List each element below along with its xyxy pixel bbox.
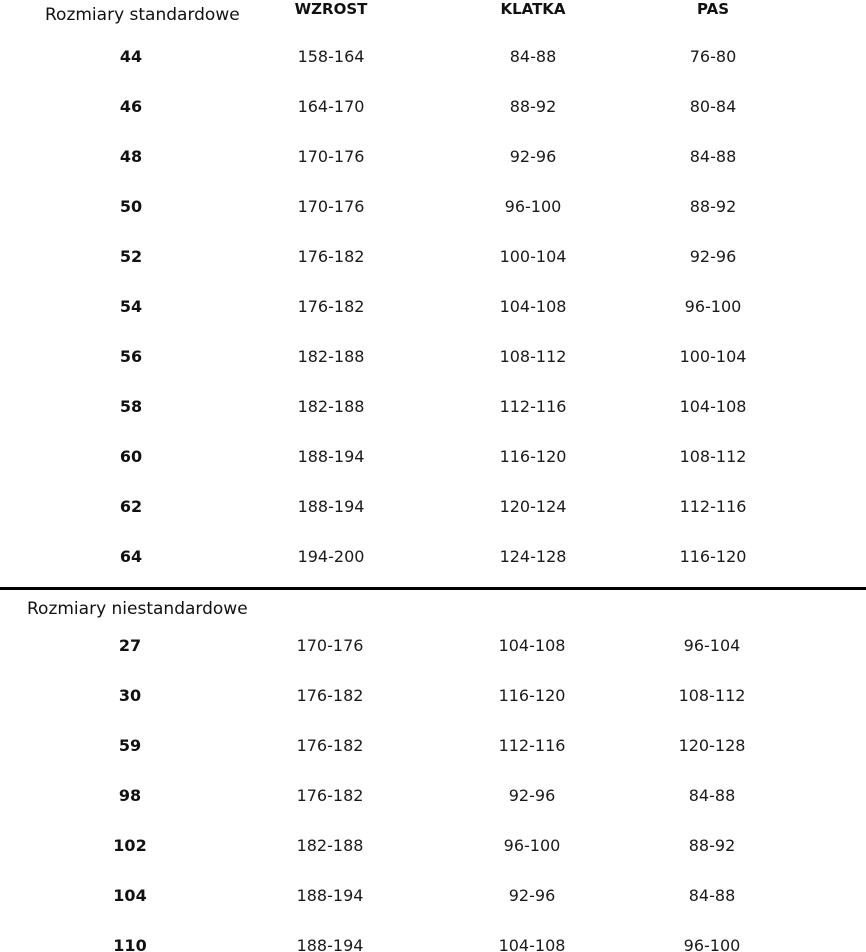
table-row — [0, 934, 866, 952]
size-cell: 110 — [113, 936, 147, 952]
height-cell: 188-194 — [297, 447, 365, 466]
size-cell: 52 — [119, 247, 143, 266]
waist-cell: 112-116 — [679, 497, 747, 516]
height-cell: 182-188 — [296, 836, 364, 855]
size-cell: 104 — [113, 886, 147, 905]
waist-cell: 96-100 — [683, 936, 741, 952]
column-header-chest: KLATKA — [500, 0, 566, 18]
table-row — [0, 345, 866, 369]
chest-cell: 104-108 — [498, 636, 566, 655]
size-cell: 98 — [118, 786, 142, 805]
height-cell: 176-182 — [297, 297, 365, 316]
table-row — [0, 395, 866, 419]
size-cell: 48 — [119, 147, 143, 166]
size-cell: 102 — [113, 836, 147, 855]
height-cell: 182-188 — [297, 347, 365, 366]
table-row — [0, 95, 866, 119]
waist-cell: 84-88 — [688, 886, 736, 905]
table-row — [0, 734, 866, 758]
table-row — [0, 245, 866, 269]
standard-sizes-title: Rozmiary standardowe — [45, 5, 240, 25]
table-row — [0, 684, 866, 708]
waist-cell: 96-104 — [683, 636, 741, 655]
waist-cell: 96-100 — [684, 297, 742, 316]
size-cell: 60 — [119, 447, 143, 466]
nonstandard-sizes-title: Rozmiary niestandardowe — [27, 599, 248, 619]
chest-cell: 116-120 — [499, 447, 567, 466]
waist-cell: 84-88 — [689, 147, 737, 166]
table-row — [0, 545, 866, 569]
chest-cell: 112-116 — [498, 736, 566, 755]
size-cell: 64 — [119, 547, 143, 566]
table-row — [0, 295, 866, 319]
waist-cell: 88-92 — [689, 197, 737, 216]
table-row — [0, 834, 866, 858]
height-cell: 170-176 — [297, 147, 365, 166]
height-cell: 170-176 — [296, 636, 364, 655]
waist-cell: 104-108 — [679, 397, 747, 416]
chest-cell: 96-100 — [503, 836, 561, 855]
size-cell: 44 — [119, 47, 143, 66]
chest-cell: 92-96 — [508, 886, 556, 905]
chest-cell: 108-112 — [499, 347, 567, 366]
table-row — [0, 145, 866, 169]
table-row — [0, 784, 866, 808]
waist-cell: 116-120 — [679, 547, 747, 566]
waist-cell: 120-128 — [678, 736, 746, 755]
size-cell: 46 — [119, 97, 143, 116]
chest-cell: 120-124 — [499, 497, 567, 516]
chest-cell: 112-116 — [499, 397, 567, 416]
chest-cell: 124-128 — [499, 547, 567, 566]
size-cell: 58 — [119, 397, 143, 416]
size-cell: 54 — [119, 297, 143, 316]
waist-cell: 108-112 — [679, 447, 747, 466]
height-cell: 176-182 — [297, 247, 365, 266]
table-row — [0, 195, 866, 219]
height-cell: 182-188 — [297, 397, 365, 416]
chest-cell: 92-96 — [508, 786, 556, 805]
table-row — [0, 495, 866, 519]
height-cell: 188-194 — [296, 936, 364, 952]
chest-cell: 92-96 — [509, 147, 557, 166]
table-row — [0, 45, 866, 69]
size-cell: 27 — [118, 636, 142, 655]
height-cell: 176-182 — [296, 736, 364, 755]
chest-cell: 84-88 — [509, 47, 557, 66]
height-cell: 194-200 — [297, 547, 365, 566]
waist-cell: 84-88 — [688, 786, 736, 805]
chest-cell: 116-120 — [498, 686, 566, 705]
size-cell: 30 — [118, 686, 142, 705]
waist-cell: 76-80 — [689, 47, 737, 66]
table-row — [0, 634, 866, 658]
height-cell: 188-194 — [296, 886, 364, 905]
section-divider — [0, 587, 866, 590]
height-cell: 164-170 — [297, 97, 365, 116]
waist-cell: 92-96 — [689, 247, 737, 266]
height-cell: 188-194 — [297, 497, 365, 516]
size-cell: 59 — [118, 736, 142, 755]
size-cell: 50 — [119, 197, 143, 216]
column-header-waist: PAS — [696, 0, 730, 18]
size-cell: 62 — [119, 497, 143, 516]
height-cell: 170-176 — [297, 197, 365, 216]
chest-cell: 96-100 — [504, 197, 562, 216]
height-cell: 176-182 — [296, 686, 364, 705]
chest-cell: 100-104 — [499, 247, 567, 266]
table-row — [0, 884, 866, 908]
height-cell: 176-182 — [296, 786, 364, 805]
chest-cell: 88-92 — [509, 97, 557, 116]
column-header-height: WZROST — [294, 0, 368, 18]
waist-cell: 108-112 — [678, 686, 746, 705]
waist-cell: 88-92 — [688, 836, 736, 855]
chest-cell: 104-108 — [499, 297, 567, 316]
waist-cell: 100-104 — [679, 347, 747, 366]
table-row — [0, 445, 866, 469]
height-cell: 158-164 — [297, 47, 365, 66]
chest-cell: 104-108 — [498, 936, 566, 952]
waist-cell: 80-84 — [689, 97, 737, 116]
size-cell: 56 — [119, 347, 143, 366]
